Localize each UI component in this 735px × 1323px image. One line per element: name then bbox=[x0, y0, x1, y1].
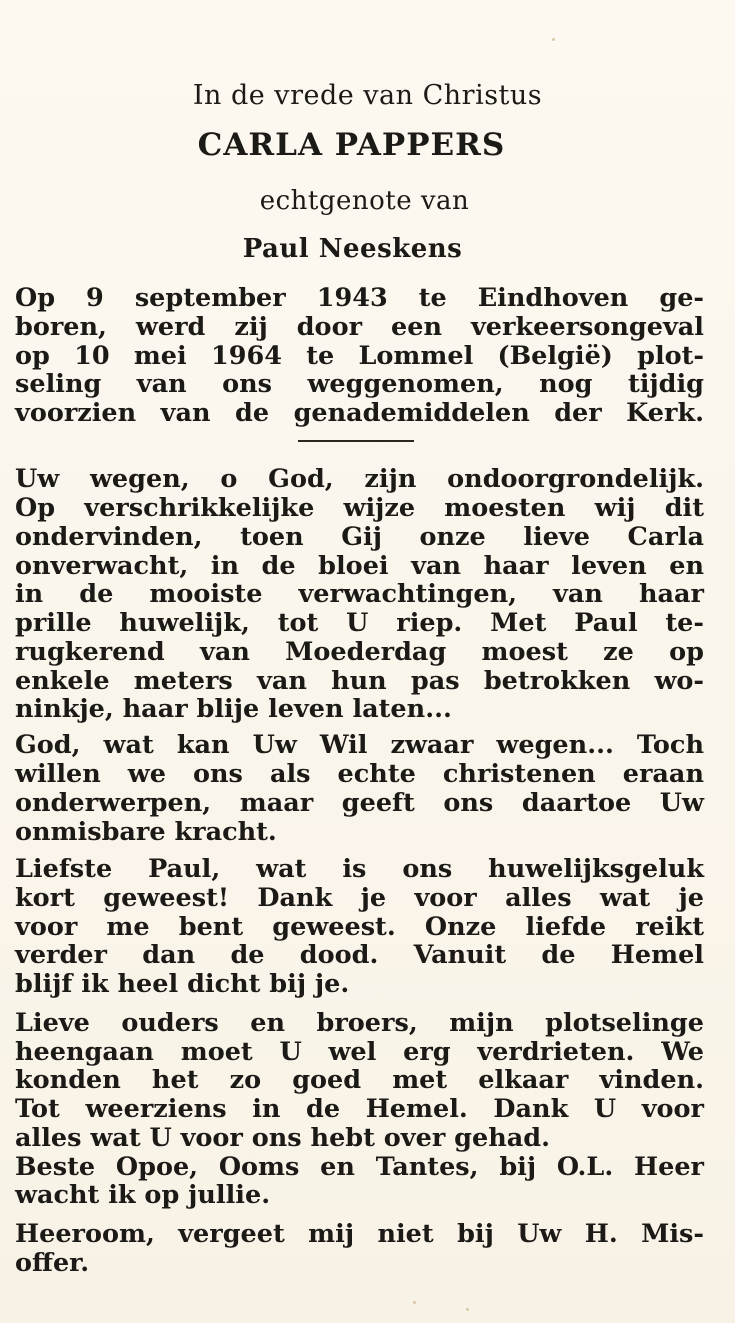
relation-line: echtgenote van bbox=[259, 186, 470, 216]
prayer-line: Heeroom, vergeet mij niet bij Uw H. Mis- bbox=[15, 1219, 704, 1249]
prayer-line: blijf ik heel dicht bij je. bbox=[15, 969, 350, 999]
biography-line: voorzien van de genademiddelen der Kerk. bbox=[15, 398, 704, 428]
prayer-line: kort geweest! Dank je voor alles wat je bbox=[15, 883, 704, 913]
paper-speck bbox=[413, 1301, 416, 1304]
biography-line: Op 9 september 1943 te Eindhoven ge- bbox=[15, 283, 704, 313]
prayer-line: Op verschrikkelijke wijze moesten wij dit bbox=[15, 493, 704, 523]
paper-speck bbox=[466, 1308, 469, 1311]
biography-line: op 10 mei 1964 te Lommel (België) plot- bbox=[15, 341, 704, 371]
prayer-line: onderwerpen, maar geeft ons daartoe Uw bbox=[15, 788, 704, 818]
prayer-line: ninkje, haar blije leven laten... bbox=[15, 694, 452, 724]
prayer-line: wacht ik op jullie. bbox=[15, 1180, 271, 1210]
prayer-line: willen we ons als echte christenen eraan bbox=[15, 759, 704, 789]
prayer-line: heengaan moet U wel erg verdrieten. We bbox=[15, 1037, 704, 1067]
prayer-line: rugkerend van Moederdag moest ze op bbox=[15, 637, 704, 667]
prayer-line: Liefste Paul, wat is ons huwelijksgeluk bbox=[15, 854, 704, 884]
prayer-line: konden het zo goed met elkaar vinden. bbox=[15, 1065, 704, 1095]
section-divider bbox=[298, 440, 414, 442]
prayer-line: enkele meters van hun pas betrokken wo- bbox=[15, 666, 704, 696]
prayer-line: in de mooiste verwachtingen, van haar bbox=[15, 579, 704, 609]
prayer-line: ondervinden, toen Gij onze lieve Carla bbox=[15, 522, 704, 552]
intro-line: In de vrede van Christus bbox=[192, 80, 543, 111]
prayer-line: God, wat kan Uw Wil zwaar wegen... Toch bbox=[15, 730, 704, 760]
prayer-line: onverwacht, in de bloei van haar leven en bbox=[15, 551, 704, 581]
prayer-line: Beste Opoe, Ooms en Tantes, bij O.L. Heer bbox=[15, 1152, 704, 1182]
prayer-line: verder dan de dood. Vanuit de Hemel bbox=[15, 940, 704, 970]
deceased-name: CARLA PAPPERS bbox=[197, 127, 506, 163]
biography-line: seling van ons weggenomen, nog tijdig bbox=[15, 369, 704, 399]
paper-speck bbox=[552, 38, 555, 41]
prayer-line: offer. bbox=[15, 1248, 90, 1278]
prayer-line: Lieve ouders en broers, mijn plotselinge bbox=[15, 1008, 704, 1038]
prayer-line: prille huwelijk, tot U riep. Met Paul te- bbox=[15, 608, 704, 638]
spouse-name: Paul Neeskens bbox=[242, 234, 463, 264]
prayer-line: Tot weerziens in de Hemel. Dank U voor bbox=[15, 1094, 704, 1124]
prayer-line: voor me bent geweest. Onze liefde reikt bbox=[15, 912, 704, 942]
prayer-line: Uw wegen, o God, zijn ondoorgrondelijk. bbox=[15, 464, 704, 494]
prayer-line: alles wat U voor ons hebt over gehad. bbox=[15, 1123, 550, 1153]
biography-line: boren, werd zij door een verkeersongeval bbox=[15, 312, 704, 342]
prayer-line: onmisbare kracht. bbox=[15, 817, 277, 847]
